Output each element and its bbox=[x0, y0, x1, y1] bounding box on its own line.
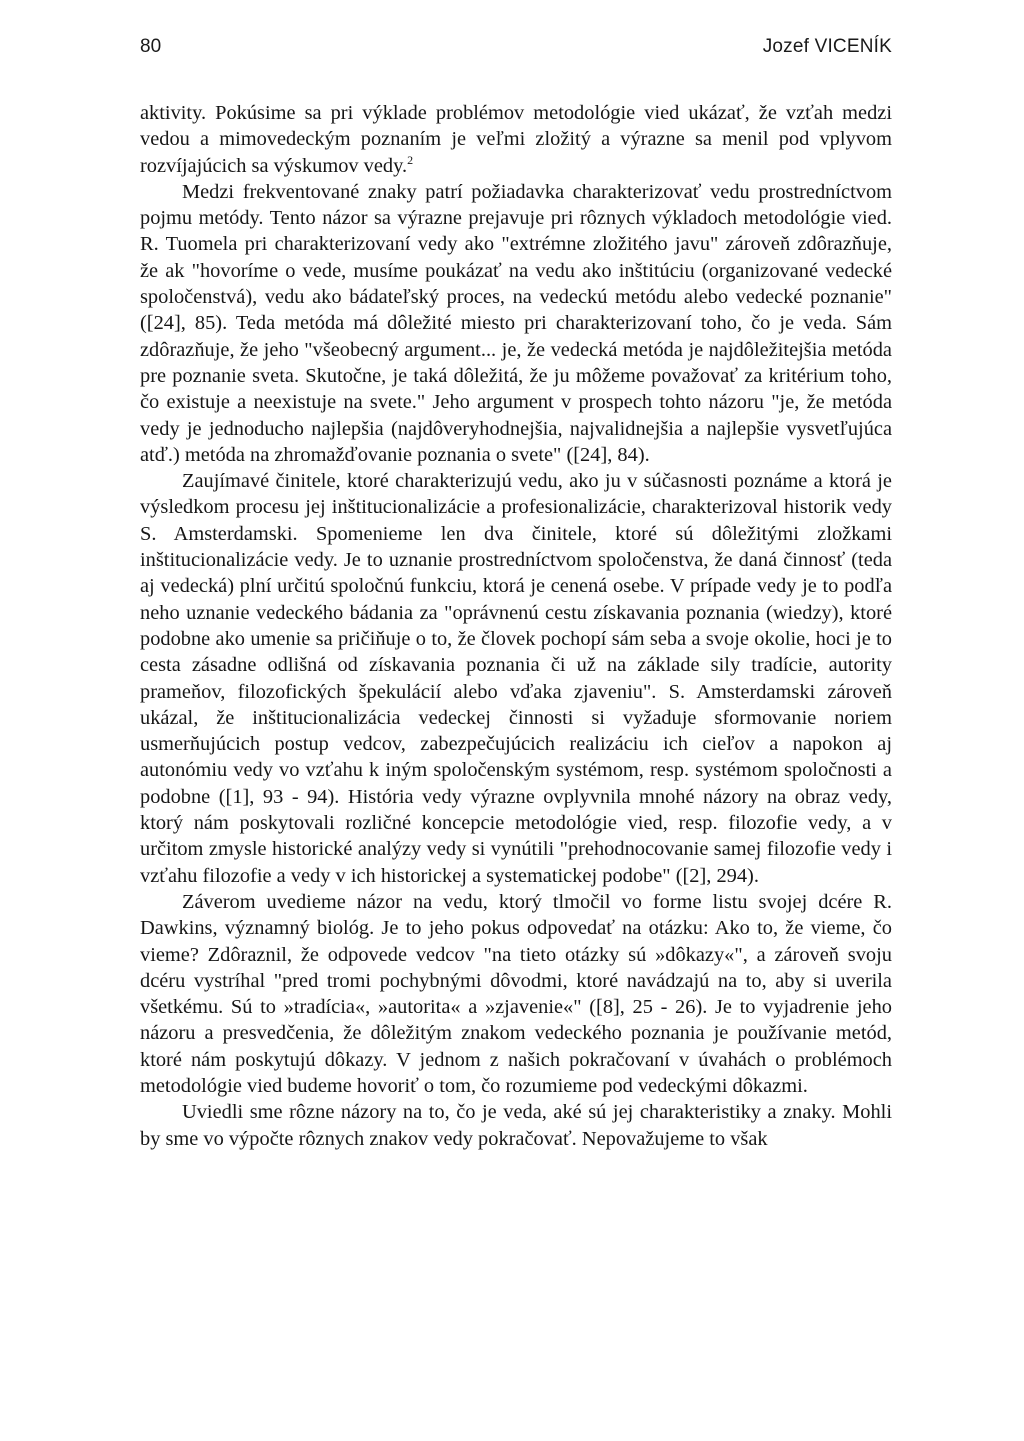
paragraph-dawkins: Záverom uvedieme názor na vedu, ktorý tlmočil vo forme listu svojej dcére R. Dawkins, významný biológ. Je to jeho pokus odpovedať na otázku: Ako to, že vieme, čo vieme? Zdôraznil, že odpovede vedcov "na tieto otázky sú »dôkazy«", a zároveň svoju dcéru vystríhal "pred tromi pochybnými dôvodmi, ktoré navádzajú na to, aby si uverila všetkému. Sú to »tradícia«, »autorita« a »zjavenie«" ([8], 25 - 26). Je to vyjadrenie jeho názoru a presvedčenia, že dôležitým znakom vedeckého poznania je používanie metód, ktoré nám poskytujú dôkazy. V jednom z našich pokračovaní v úvahách o problémoch metodológie vied budeme hovoriť o tom, čo rozumieme pod vedeckými dôkazmi. bbox=[140, 890, 892, 1097]
page-header bbox=[140, 36, 892, 66]
running-head-author: Jozef VICENÍK bbox=[762, 36, 892, 57]
paragraph-text: aktivity. Pokúsime sa pri výklade problémov metodológie vied ukázať, že vzťah medzi vedou a mimovedeckým poznaním je veľmi zložitý a výrazne sa menil pod vplyvom rozvíjajúcich sa výskumov vedy. bbox=[140, 102, 892, 177]
page-number: 80 bbox=[140, 36, 162, 57]
paragraph-method: Medzi frekventované znaky patrí požiadavka charakterizovať vedu prostredníctvom pojmu metódy. Tento názor sa výrazne prejavuje pri rôznych výkladoch metodológie vied. R. Tuomela pri charakterizovaní vedy ako "extrémne zložitého javu" zároveň zdôrazňuje, že ak "hovoríme o vede, musíme poukázať na vedu ako inštitúciu (organizované vedecké spoločenstvá), vedu ako bádateľský proces, na vedeckú metódu alebo vedecké poznanie" ([24], 85). Teda metóda má dôležité miesto pri charakterizovaní toho, čo je veda. Sám zdôrazňuje, že jeho "všeobecný argument... je, že vedecká metóda je najdôležitejšia metóda pre poznanie sveta. Skutočne, je taká dôležitá, že ju môžeme považovať za kritérium toho, čo existuje a neexistuje na svete." Jeho argument v prospech tohto názoru "je, že metóda vedy je jednoducho najlepšia (najdôveryhodnejšia, najvalidnejšia a najlepšie vysvetľujúca atď.) metóda na zhromažďovanie poznania o svete" ([24], 84). bbox=[140, 180, 892, 466]
footnote-reference: 2 bbox=[407, 152, 414, 167]
body-text bbox=[140, 100, 892, 1152]
paragraph-institutionalization: Zaujímavé činitele, ktoré charakterizujú vedu, ako ju v súčasnosti poznáme a ktorá je výsledkom procesu jej inštitucionalizácie a profesionalizácie, charakterizoval historik vedy S. Amsterdamski. Spomenieme len dva činitele, ktoré sú dôležitými zložkami inštitucionalizácie vedy. Je to uznanie prostredníctvom spoločenstva, že daná činnosť (teda aj vedecká) plní určitú spoločnú funkciu, ktorá je cenená osebe. V prípade vedy je to podľa neho uznanie vedeckého bádania za "oprávnenú cestu získavania poznania (wiedzy), ktoré podobne ako umenie sa pričiňuje o to, že človek pochopí sám seba a svoje okolie, hoci je to cesta zásadne odlišná od získavania poznania či už na základe sily tradície, autority prameňov, filozofických špekulácií alebo vďaka zjaveniu". S. Amsterdamski zároveň ukázal, že inštitucionalizácia vedeckej činnosti si vyžaduje sformovanie noriem usmerňujúcich postup vedcov, zabezpečujúcich realizáciu ich cieľov a napokon aj autonómiu vedy vo vzťahu k iným spoločenským systémom, resp. systémom spoločnosti a podobne ([1], 93 - 94). História vedy výrazne ovplyvnila mnohé názory na obraz vedy, ktorý nám poskytovali rozličné koncepcie metodológie vied, resp. filozofie vedy, a v určitom zmysle historické analýzy vedy si vynútili "prehodnocovanie samej filozofie vedy i vzťahu filozofie a vedy v ich historickej a systematickej podobe" ([2], 294). bbox=[140, 470, 892, 887]
paragraph-closing: Uviedli sme rôzne názory na to, čo je veda, aké sú jej charakteristiky a znaky. Mohli by sme vo výpočte rôznych znakov vedy pokračovať. Nepovažujeme to však bbox=[140, 1101, 892, 1150]
paragraph-continuation bbox=[140, 100, 892, 179]
